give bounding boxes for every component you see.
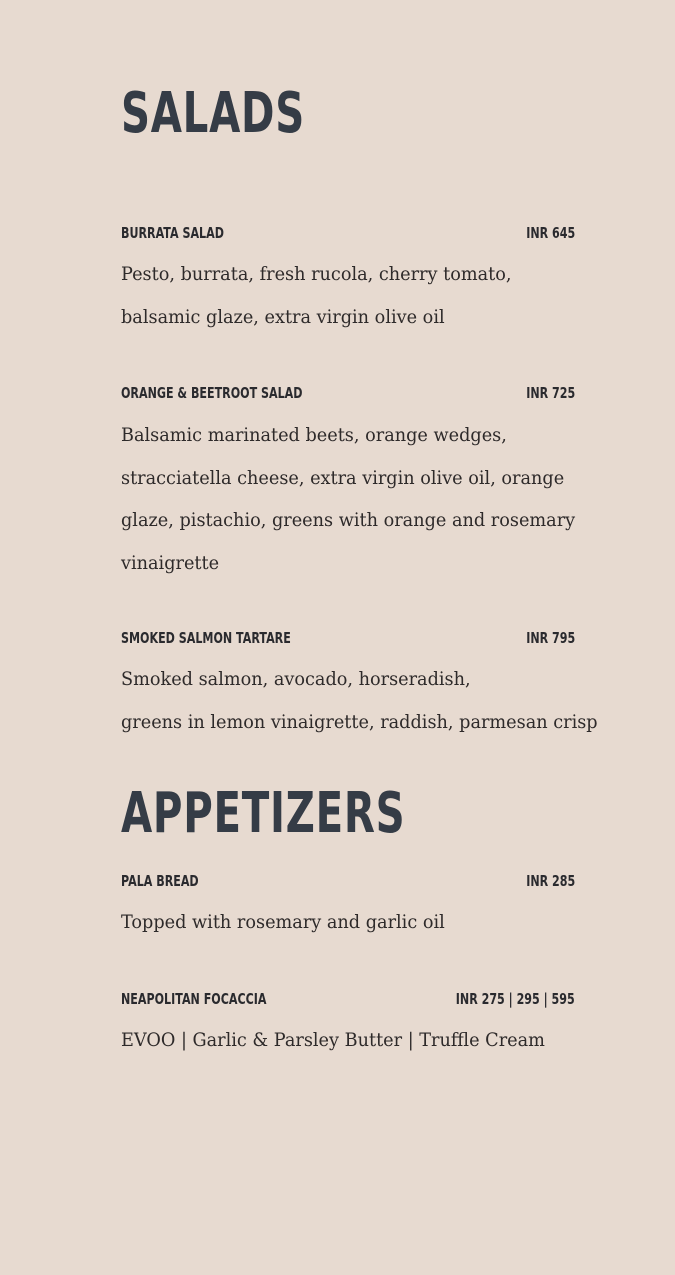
- item-price: INR 275 | 295 | 595: [456, 990, 575, 1008]
- section-title-appetizers: APPETIZERS: [121, 781, 406, 846]
- item-name: BURRATA SALAD: [121, 224, 224, 242]
- description-line: Topped with rosemary and garlic oil: [121, 911, 445, 933]
- description-line: vinaigrette: [121, 551, 220, 574]
- item-description: [121, 658, 601, 743]
- item-name: NEAPOLITAN FOCACCIA: [121, 990, 267, 1008]
- item-description: [121, 1019, 601, 1062]
- item-name: SMOKED SALMON TARTARE: [121, 629, 291, 647]
- item-price: INR 725: [525, 384, 575, 402]
- item-name: PALA BREAD: [121, 872, 199, 890]
- description-line: balsamic glaze, extra virgin olive oil: [121, 305, 445, 328]
- description-line: greens in lemon vinaigrette, raddish, parmesan crisp: [121, 710, 598, 733]
- item-price: INR 645: [525, 224, 575, 242]
- item-price: INR 795: [525, 629, 575, 647]
- description-line: Balsamic marinated beets, orange wedges,: [121, 424, 507, 446]
- item-name: ORANGE & BEETROOT SALAD: [121, 384, 303, 402]
- item-description: [121, 253, 601, 338]
- section-title-salads: SALADS: [121, 81, 305, 146]
- description-line: Pesto, burrata, fresh rucola, cherry tomato,: [121, 263, 512, 285]
- description-line: Smoked salmon, avocado, horseradish,: [121, 668, 471, 690]
- item-description: [121, 414, 601, 584]
- description-line: EVOO | Garlic & Parsley Butter | Truffle Cream: [121, 1029, 545, 1051]
- description-line: glaze, pistachio, greens with orange and rosemary: [121, 509, 576, 531]
- description-line: stracciatella cheese, extra virgin olive oil, orange: [121, 466, 565, 489]
- item-description: [121, 901, 601, 944]
- item-price: INR 285: [525, 872, 575, 890]
